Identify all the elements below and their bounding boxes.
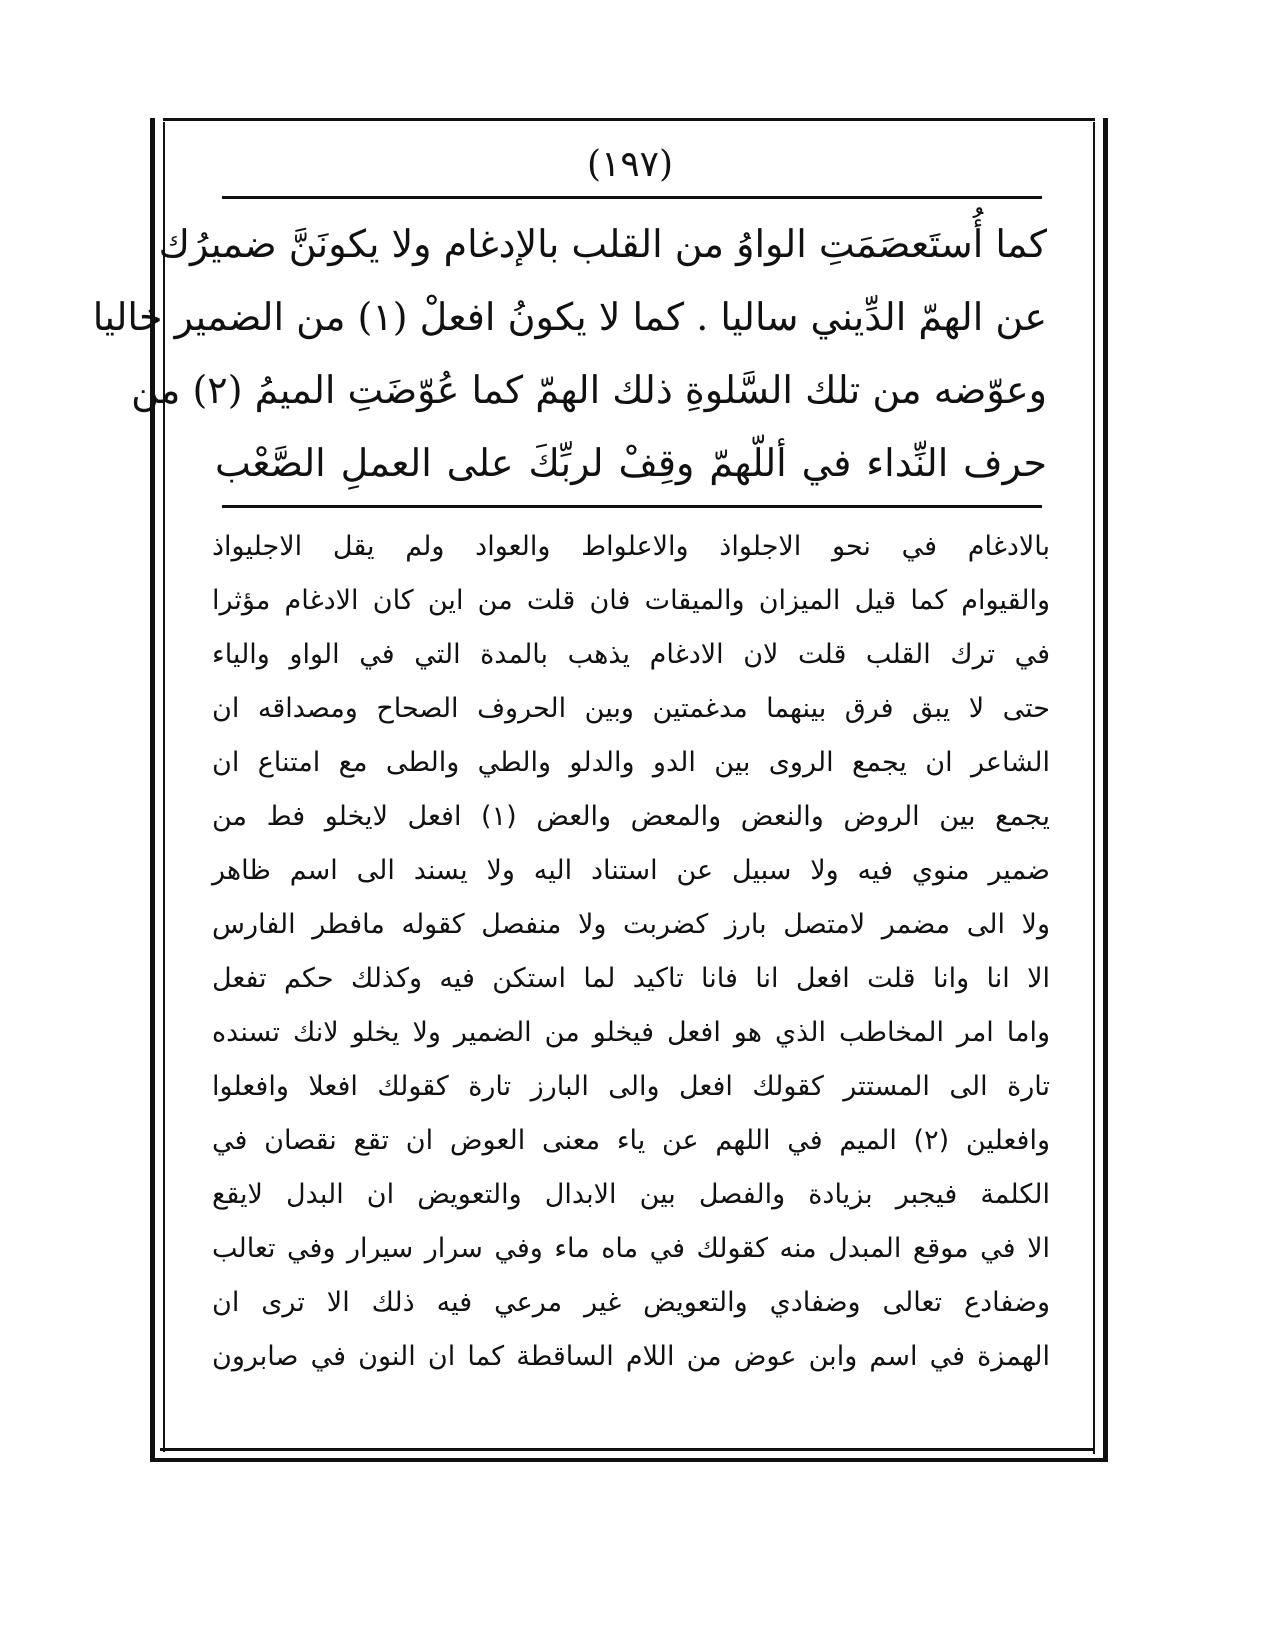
commentary-line: وافعلين (٢) الميم في اللهم عن ياء معنى العوض ان تقع نقصان في bbox=[212, 1125, 1050, 1156]
commentary-line: تارة الى المستتر كقولك افعل والى البارز تارة كقولك افعلا وافعلوا bbox=[212, 1071, 1050, 1102]
main-text-line: وعوّضه من تلك السَّلوةِ ذلك الهمّ كما عُوّضَتِ الميمُ (٢) من bbox=[131, 368, 1047, 412]
commentary-line: في ترك القلب قلت لان الادغام يذهب بالمدة التي في الواو والياء bbox=[212, 639, 1050, 670]
commentary-line: الشاعر ان يجمع الروى بين الدو والدلو والطي والطى مع امتناع ان bbox=[212, 747, 1050, 778]
commentary-line: ولا الى مضمر لامتصل بارز كضربت ولا منفصل كقوله مافطر الفارس bbox=[212, 909, 1050, 940]
commentary-line: الكلمة فيجبر بزيادة والفصل بين الابدال والتعويض ان البدل لايقع bbox=[212, 1179, 1050, 1210]
commentary-line: الهمزة في اسم وابن عوض من اللام الساقطة كما ان النون في صابرون bbox=[212, 1341, 1050, 1372]
main-text-line: حرف النِّداء في أللّهمّ وقِفْ لربِّكَ على العملِ الصَّعْب bbox=[215, 441, 1047, 485]
main-text-block bbox=[92, 208, 1047, 500]
commentary-divider bbox=[222, 505, 1042, 508]
page-border-bottom-outer bbox=[150, 1458, 1108, 1462]
commentary-line: واما امر المخاطب الذي هو افعل فيخلو من الضمير ولا يخلو لانك تسنده bbox=[212, 1017, 1050, 1048]
header-rule bbox=[222, 196, 1042, 199]
commentary-line: وضفادع تعالى وضفادي والتعويض غير مرعي فيه ذلك الا ترى ان bbox=[212, 1287, 1050, 1318]
commentary-line: ضمير منوي فيه ولا سبيل عن استناد اليه ولا يسند الى اسم ظاهر bbox=[212, 855, 1050, 886]
page-border-top bbox=[163, 118, 1095, 121]
commentary-line: الا في موقع المبدل منه كقولك في ماه ماء وفي سرار سيرار وفي تعالب bbox=[212, 1233, 1050, 1264]
page-number: (١٩٧) bbox=[586, 144, 674, 185]
commentary-line: بالادغام في نحو الاجلواذ والاعلواط والعواد ولم يقل الاجليواذ bbox=[212, 531, 1050, 562]
commentary-block bbox=[212, 520, 1050, 1384]
main-text-line: كما أُستَعصَمَتِ الواوُ من القلب بالإدغام ولا يكونَنَّ ضميرُك bbox=[158, 222, 1047, 266]
main-text-line: عن الهمّ الدِّيني ساليا . كما لا يكونُ افعلْ (١) من الضمير خاليا bbox=[92, 295, 1047, 339]
page-border-right-inner bbox=[1093, 122, 1095, 1454]
commentary-line: حتى لا يبق فرق بينهما مدغمتين وبين الحروف الصحاح ومصداقه ان bbox=[212, 693, 1050, 724]
page-border-right-outer bbox=[1103, 118, 1108, 1458]
commentary-line: والقيوام كما قيل الميزان والميقات فان قلت من اين كان الادغام مؤثرا bbox=[212, 585, 1050, 616]
commentary-line: يجمع بين الروض والنعض والمعض والعض (١) افعل لايخلو فط من bbox=[212, 801, 1050, 832]
commentary-line: الا انا وانا قلت افعل انا فانا تاكيد لما استكن فيه وكذلك حكم تفعل bbox=[212, 963, 1050, 994]
page-border-bottom-inner bbox=[160, 1448, 1095, 1451]
